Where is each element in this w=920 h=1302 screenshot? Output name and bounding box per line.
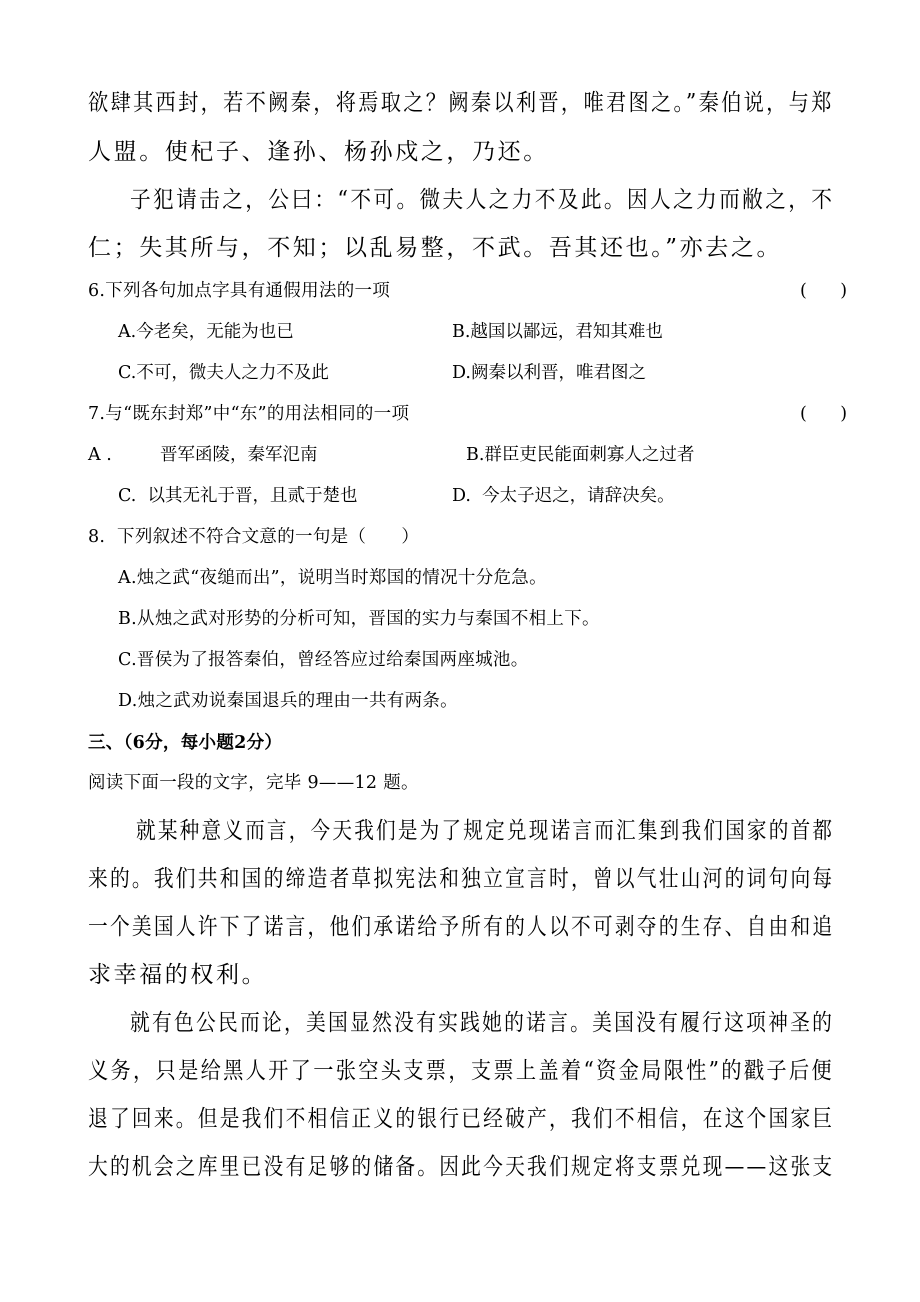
option-a: A.烛之武“夜缒而出”，说明当时郑国的情况十分危急。 [118, 568, 547, 588]
question-stem: 8. 下列叙述不符合文意的一句是（ ） [88, 527, 420, 547]
option-c: C.不可，微夫人之力不及此 [118, 363, 329, 383]
passage-line: 求幸福的权利。 [88, 962, 268, 988]
passage-line: 一个美国人许下了诺言，他们承诺给予所有的人以不可剥夺的生存、自由和追 [88, 914, 835, 940]
answer-blank: ( ) [800, 404, 848, 424]
passage-line: 欲肆其西封，若不阙秦，将焉取之？阙秦以利晋，唯君图之。”秦伯说，与郑 [88, 90, 834, 116]
passage-line: 退了回来。但是我们不相信正义的银行已经破产，我们不相信，在这个国家巨 [88, 1106, 835, 1132]
section-heading: 三、（6分，每小题2分） [88, 733, 283, 753]
option-b: B.群臣吏民能面刺寡人之过者 [466, 445, 695, 465]
passage-line: 人盟。使杞子、逢孙、杨孙戍之，乃还。 [88, 139, 549, 165]
option-b: B.越国以鄙远，君知其难也 [452, 322, 663, 342]
option-d: D.烛之武劝说秦国退兵的理由一共有两条。 [118, 691, 458, 711]
option-a: 晋军函陵，秦军氾南 [160, 445, 318, 465]
question-stem: 6.下列各句加点字具有通假用法的一项 [88, 281, 391, 301]
option-b: B.从烛之武对形势的分析可知，晋国的实力与秦国不相上下。 [118, 609, 600, 629]
passage-line: 来的。我们共和国的缔造者草拟宪法和独立宣言时，曾以气壮山河的词句向每 [88, 866, 835, 892]
section-instruction: 阅读下面一段的文字，完毕 9——12 题。 [88, 773, 419, 793]
passage-line: 子犯请击之，公曰：“不可。微夫人之力不及此。因人之力而敝之，不 [130, 187, 835, 213]
option-d: D. 今太子迟之，请辞决矣。 [452, 486, 675, 506]
option-a-label: A . [88, 445, 112, 465]
passage-line: 义务，只是给黑人开了一张空头支票，支票上盖着“资金局限性”的戳子后便 [88, 1058, 834, 1084]
option-d: D.阙秦以利晋，唯君图之 [452, 363, 646, 383]
passage-line: 就某种意义而言，今天我们是为了规定兑现诺言而汇集到我们国家的首都 [136, 818, 835, 844]
passage-line: 大的机会之库里已没有足够的储备。因此今天我们规定将支票兑现——这张支 [88, 1154, 835, 1180]
option-a: A.今老矣，无能为也已 [118, 322, 294, 342]
question-stem: 7.与“既东封郑”中“东”的用法相同的一项 [88, 404, 410, 424]
passage-line: 仁；失其所与，不知；以乱易整，不武。吾其还也。”亦去之。 [88, 235, 783, 261]
answer-blank: ( ) [800, 281, 848, 301]
option-c: C. 以其无礼于晋，且贰于楚也 [118, 486, 358, 506]
passage-line: 就有色公民而论，美国显然没有实践她的诺言。美国没有履行这项神圣的 [130, 1010, 835, 1036]
option-c: C.晋侯为了报答秦伯，曾经答应过给秦国两座城池。 [118, 650, 529, 670]
